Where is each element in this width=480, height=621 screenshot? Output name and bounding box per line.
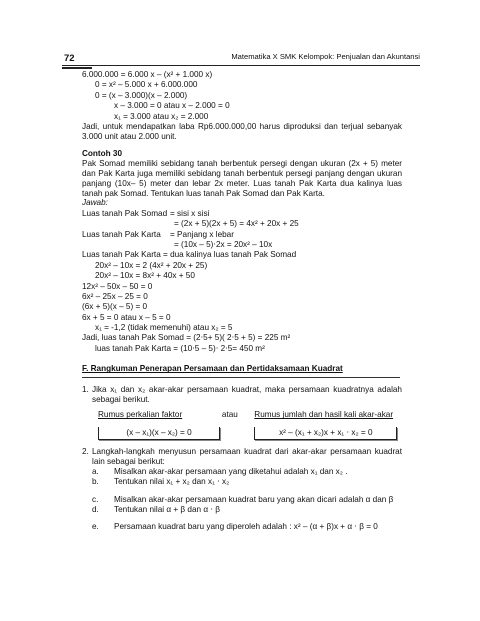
- header-rule: [62, 65, 420, 66]
- step-key: b.: [92, 477, 99, 487]
- formula-right-box: x² – (x₁ + x₂)x + x₁ ⋅ x₂ = 0: [254, 427, 397, 440]
- page-header: [62, 48, 420, 63]
- solution-line: 20x² – 10x = 2 (4x² + 20x + 25): [95, 260, 208, 270]
- solution-line: luas tanah Pak Karta = (10⋅5 – 5)⋅ 2⋅5= 450 m²: [95, 343, 265, 353]
- summary-item-2: 2. Langkah-langkah menyusun persamaan kuadrat dari akar-akar persamaan kuadrat lain sebagai berikut:: [82, 447, 402, 466]
- step-item: [92, 477, 402, 487]
- solution-line: 6x + 5 = 0 atau x – 5 = 0: [82, 312, 171, 322]
- solution-line: x₁ = -1,2 (tidak memenuhi) atau x₂ = 5: [95, 323, 233, 333]
- solution-line: Luas tanah Pak Karta = dua kalinya luas tanah Pak Somad: [82, 250, 297, 260]
- step-key: d.: [92, 504, 99, 514]
- work-line: x₁ = 3.000 atau x₂ = 2.000: [114, 111, 209, 121]
- formula-or: atau: [221, 410, 238, 420]
- solution-line: (6x + 5)(x – 5) = 0: [82, 302, 148, 312]
- step-text: Tentukan nilai x₁ + x₂ dan x₁ ⋅ x₂: [114, 477, 230, 487]
- solution-line: Luas tanah Pak Somad = sisi x sisi: [82, 208, 210, 218]
- solution-line: Jadi, luas tanah Pak Somad = (2⋅5+ 5)( 2⋅5 + 5) = 225 m²: [82, 333, 291, 343]
- work-line: x – 3.000 = 0 atau x – 2.000 = 0: [114, 101, 230, 111]
- step-item: [92, 467, 402, 477]
- step-text: Misalkan akar-akar persamaan yang diketahui adalah x₁ dan x₂ .: [114, 466, 348, 476]
- work-line: 6.000.000 = 6.000 x – (x² + 1.000 x): [82, 70, 213, 79]
- example-problem: Pak Somad memiliki sebidang tanah berbentuk persegi dengan ukuran (2x + 5) meter dan Pak Karta juga memiliki sebidang tanah berbentuk persegi panjang dengan ukuran panjang (10x– 5) meter dan lebar 2x meter. Luas tanah Pak Karta dua kalinya luas tanah pak Somad. Tentukan luas tanah Pak Somad dan Pak Karta.: [82, 159, 402, 198]
- formula-right: [254, 410, 402, 440]
- step-key: a.: [92, 466, 99, 476]
- label: Luas tanah Pak Somad: [82, 208, 168, 218]
- formula-left-box: (x – x₁)(x – x₂) = 0: [98, 427, 220, 440]
- section-title: F. Rangkuman Penerapan Persamaan dan Pertidaksamaan Kuadrat: [82, 364, 343, 374]
- solution-line: Luas tanah Pak Karta = Panjang x lebar: [82, 229, 234, 239]
- page-body: [82, 70, 402, 533]
- formula-row: [98, 410, 402, 440]
- solution-line: 6x² – 25x – 25 = 0: [82, 291, 148, 301]
- work-line: 0 = (x – 3.000)(x – 2.000): [95, 90, 188, 100]
- step-text: Misalkan akar-akar persamaan kuadrat baru yang akan dicari adalah α dan β: [114, 494, 394, 504]
- solution-line: = (2x + 5)(2x + 5) = 4x² + 20x + 25: [174, 219, 299, 229]
- work-line: 0 = x² – 5.000 x + 6.000.000: [95, 80, 198, 90]
- formula-right-title: Rumus jumlah dan hasil kali akar-akar: [254, 410, 394, 420]
- answer-label: Jawab:: [82, 198, 108, 208]
- solution-line: 20x² – 10x = 8x² + 40x + 50: [95, 271, 195, 281]
- header-accent-bar: [62, 67, 92, 69]
- label: Luas tanah Pak Karta: [82, 229, 161, 239]
- step-item: [92, 505, 402, 515]
- step-item: [92, 522, 402, 532]
- step-key: c.: [92, 494, 99, 504]
- page-number: 72: [64, 53, 75, 64]
- step-item: [92, 495, 402, 505]
- book-title: Matematika X SMK Kelompok: Penjualan dan Akuntansi: [231, 52, 420, 61]
- solution-line: = (10x – 5)⋅2x = 20x² – 10x: [174, 239, 273, 249]
- solution-line: 12x² – 50x – 50 = 0: [82, 281, 153, 291]
- step-text: Persamaan kuadrat baru yang diperoleh adalah : x² – (α + β)x + α ⋅ β = 0: [114, 522, 378, 532]
- conclusion-text: Jadi, untuk mendapatkan laba Rp6.000.000,00 harus diproduksi dan terjual sebanyak 3.000 unit atau 2.000 unit.: [82, 121, 402, 141]
- step-text: Tentukan nilai α + β dan α ⋅ β: [114, 504, 220, 514]
- step-key: e.: [92, 522, 99, 532]
- summary-item-1: 1. Jika x₁ dan x₂ akar-akar persamaan kuadrat, maka persamaan kuadratnya adalah sebagai berikut.: [82, 384, 402, 404]
- example-title: Contoh 30: [82, 148, 123, 158]
- formula-left-title: Rumus perkalian faktor: [98, 410, 183, 420]
- formula-left: [98, 410, 222, 440]
